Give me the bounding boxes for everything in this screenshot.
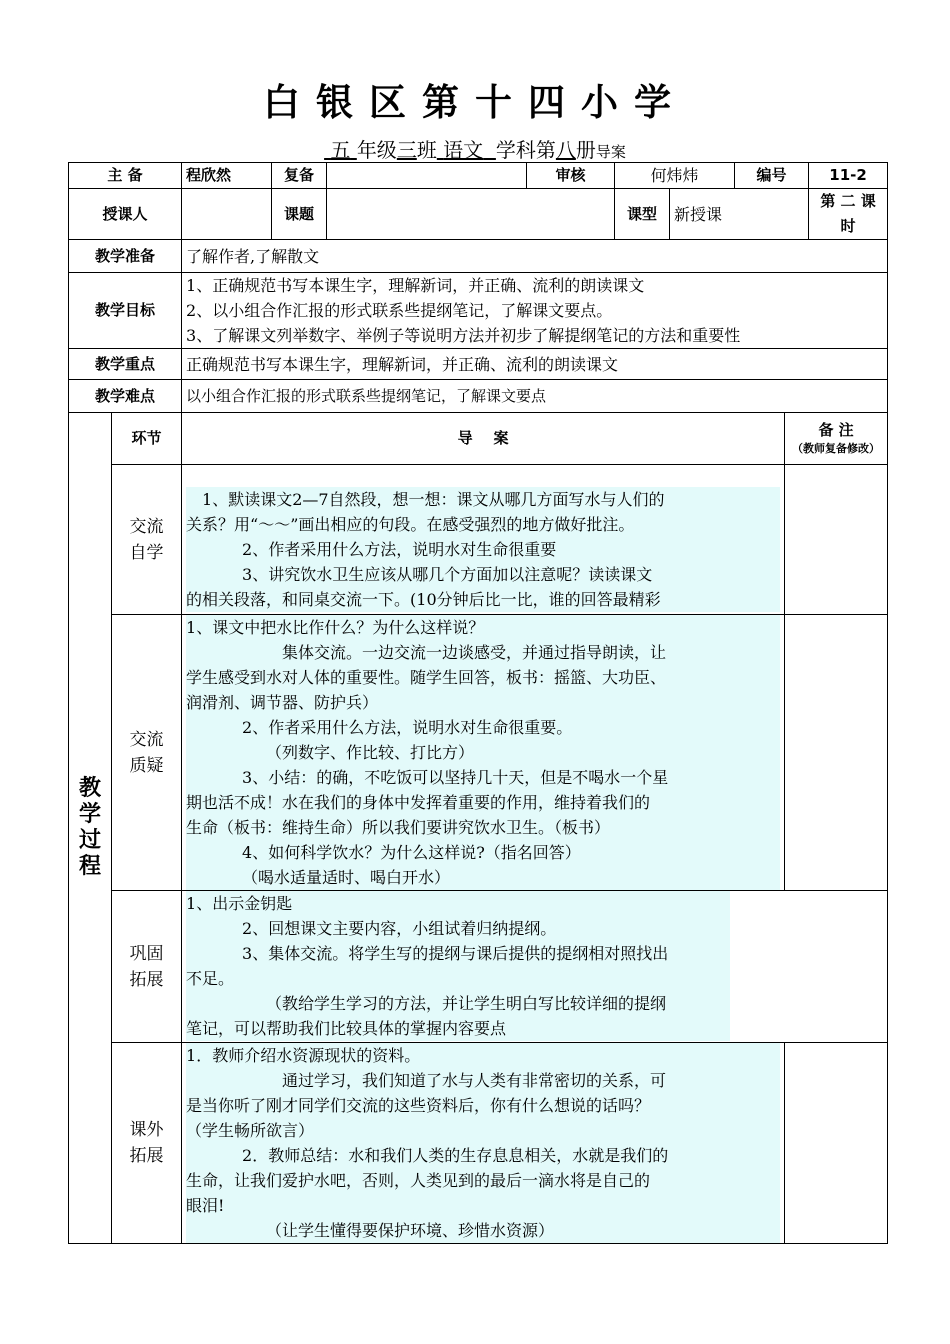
section-content (182, 891, 888, 1043)
beizhu-subtitle: （教师复备修改） (792, 441, 881, 455)
content-line: 的相关段落，和同桌交流一下。(10分钟后比一比，谁的回答最精彩 (186, 587, 780, 612)
content-line: 2、作者采用什么方法，说明水对生命很重要 (186, 537, 780, 562)
mubiao-row (69, 273, 888, 349)
nandian-row (69, 380, 888, 413)
shoukeren-value (182, 189, 272, 240)
section-content (182, 465, 785, 615)
content-line: 3、集体交流。将学生写的提纲与课后提供的提纲相对照找出 (186, 941, 730, 966)
lesson-plan-table (68, 162, 888, 1244)
content-line: 期也活不成！水在我们的身体中发挥着重要的作用，维持着我们的 (186, 790, 780, 815)
section-name-text: 课外拓展 (129, 1120, 164, 1166)
section-row-0 (69, 465, 888, 615)
section-name (112, 615, 182, 891)
content-line: 关系？用“～～”画出相应的句段。在感受强烈的地方做好批注。 (186, 512, 780, 537)
zhubei-value: 程欣然 (182, 163, 272, 189)
mubiao-value (182, 273, 888, 349)
content-line: 集体交流。一边交流一边谈感受，并通过指导朗读，让 (186, 640, 780, 665)
content-line: （教给学生学习的方法，并让学生明白写比较详细的提纲 (186, 991, 730, 1016)
keshi-label: 第 二 课时 (809, 189, 888, 240)
content-line: 3、讲究饮水卫生应该从哪几个方面加以注意呢？读读课文 (186, 562, 780, 587)
zhongdian-row (69, 349, 888, 380)
class-value: 三 (396, 138, 417, 162)
content-line: 笔记，可以帮助我们比较具体的掌握内容要点 (186, 1016, 730, 1041)
book-value: 八 (555, 138, 576, 162)
mubiao-line: 2、以小组合作汇报的形式联系些提纲笔记，了解课文要点。 (186, 301, 613, 320)
section-content (182, 615, 785, 891)
shenhe-label: 审核 (527, 163, 615, 189)
section-name-text: 交流自学 (129, 516, 164, 563)
subject-suffix: 学科第 (495, 138, 556, 162)
content-line: 眼泪! (186, 1193, 780, 1218)
section-note (785, 1043, 888, 1244)
section-name (112, 891, 182, 1043)
content-line: 不足。 (186, 966, 730, 991)
content-line: 1．教师介绍水资源现状的资料。 (186, 1043, 780, 1068)
subject-value: 语文 (443, 138, 484, 162)
content-line: 生命（板书：维持生命）所以我们要讲究饮水卫生。（板书） (186, 815, 780, 840)
section-note (785, 465, 888, 615)
process-side-text: 教学过程 (78, 776, 101, 879)
daoan-header: 导 案 (182, 413, 785, 465)
doc-type: 导案 (595, 143, 626, 161)
zhubei-label: 主 备 (69, 163, 182, 189)
keti-value (327, 189, 615, 240)
fubei-label: 复备 (272, 163, 327, 189)
section-name (112, 465, 182, 615)
content-line: （让学生懂得要保护环境、珍惜水资源） (186, 1218, 780, 1243)
section-row-3 (69, 1043, 888, 1244)
zhongdian-value: 正确规范书写本课生字，理解新词，并正确、流利的朗读课文 (182, 349, 888, 380)
fubei-value (327, 163, 527, 189)
content-line: 2．教师总结：水和我们人类的生存息息相关，水就是我们的 (186, 1143, 780, 1168)
content-line: 润滑剂、调节器、防护兵） (186, 690, 780, 715)
school-title: 白银区第十四小学 (263, 80, 687, 124)
content-line: 是当你听了刚才同学们交流的这些资料后，你有什么想说的话吗？ (186, 1093, 780, 1118)
content-line: 学生感受到水对人体的重要性。随学生回答，板书：摇篮、大功臣、 (186, 665, 780, 690)
content-line: 1、默读课文2—7自然段，想一想：课文从哪几方面写水与人们的 (186, 487, 780, 512)
content-line: 1、出示金钥匙 (186, 891, 730, 916)
info-row-2 (69, 189, 888, 240)
section-row-1 (69, 615, 888, 891)
content-line: （学生畅所欲言） (186, 1118, 780, 1143)
content-line: 3、小结：的确，不吃饭可以坚持几十天，但是不喝水一个星 (186, 765, 780, 790)
beizhu-header (785, 413, 888, 465)
process-header-row (69, 413, 888, 465)
kexing-value: 新授课 (670, 189, 809, 240)
shoukeren-label: 授课人 (69, 189, 182, 240)
class-suffix: 班 (416, 138, 437, 162)
section-name (112, 1043, 182, 1244)
shenhe-value: 何炜炜 (615, 163, 735, 189)
section-content (182, 1043, 785, 1244)
bianhao-value: 11-2 (809, 163, 888, 189)
section-row-2 (69, 891, 888, 1043)
content-line: （列数字、作比较、打比方） (186, 740, 780, 765)
zhunbei-row (69, 240, 888, 273)
content-line: 1、课文中把水比作什么？为什么这样说？ (186, 615, 780, 640)
mubiao-line: 3、了解课文列举数字、举例子等说明方法并初步了解提纲笔记的方法和重要性 (186, 326, 741, 345)
section-name-text: 交流质疑 (129, 729, 164, 776)
content-line: 生命，让我们爱护水吧，否则，人类见到的最后一滴水将是自己的 (186, 1168, 780, 1193)
content-line: 4、如何科学饮水？为什么这样说?（指名回答） (186, 840, 780, 865)
zhongdian-label: 教学重点 (69, 349, 182, 380)
bianhao-label: 编号 (735, 163, 809, 189)
content-line: （喝水适量适时、喝白开水） (186, 865, 780, 890)
keti-label: 课题 (272, 189, 327, 240)
zhunbei-value: 了解作者,了解散文 (182, 240, 888, 273)
content-line: 通过学习，我们知道了水与人类有非常密切的关系，可 (186, 1068, 780, 1093)
lesson-subtitle (0, 137, 950, 165)
info-row-1 (69, 163, 888, 189)
section-name-text: 巩固拓展 (129, 943, 164, 990)
beizhu-title: 备 注 (818, 420, 854, 439)
kexing-label: 课型 (615, 189, 670, 240)
nandian-value: 以小组合作汇报的形式联系些提纲笔记，了解课文要点 (182, 380, 888, 413)
content-line: 2、回想课文主要内容，小组试着归纳提纲。 (186, 916, 730, 941)
grade-value: 五 (330, 138, 351, 162)
process-side-label (69, 413, 112, 1244)
nandian-label: 教学难点 (69, 380, 182, 413)
section-note (785, 615, 888, 891)
mubiao-label: 教学目标 (69, 273, 182, 349)
content-line: 2、作者采用什么方法，说明水对生命很重要。 (186, 715, 780, 740)
grade-suffix: 年级 (356, 138, 397, 162)
mubiao-line: 1、正确规范书写本课生字，理解新词，并正确、流利的朗读课文 (186, 276, 645, 295)
zhunbei-label: 教学准备 (69, 240, 182, 273)
huanjie-header: 环节 (112, 413, 182, 465)
book-suffix: 册 (575, 138, 596, 162)
